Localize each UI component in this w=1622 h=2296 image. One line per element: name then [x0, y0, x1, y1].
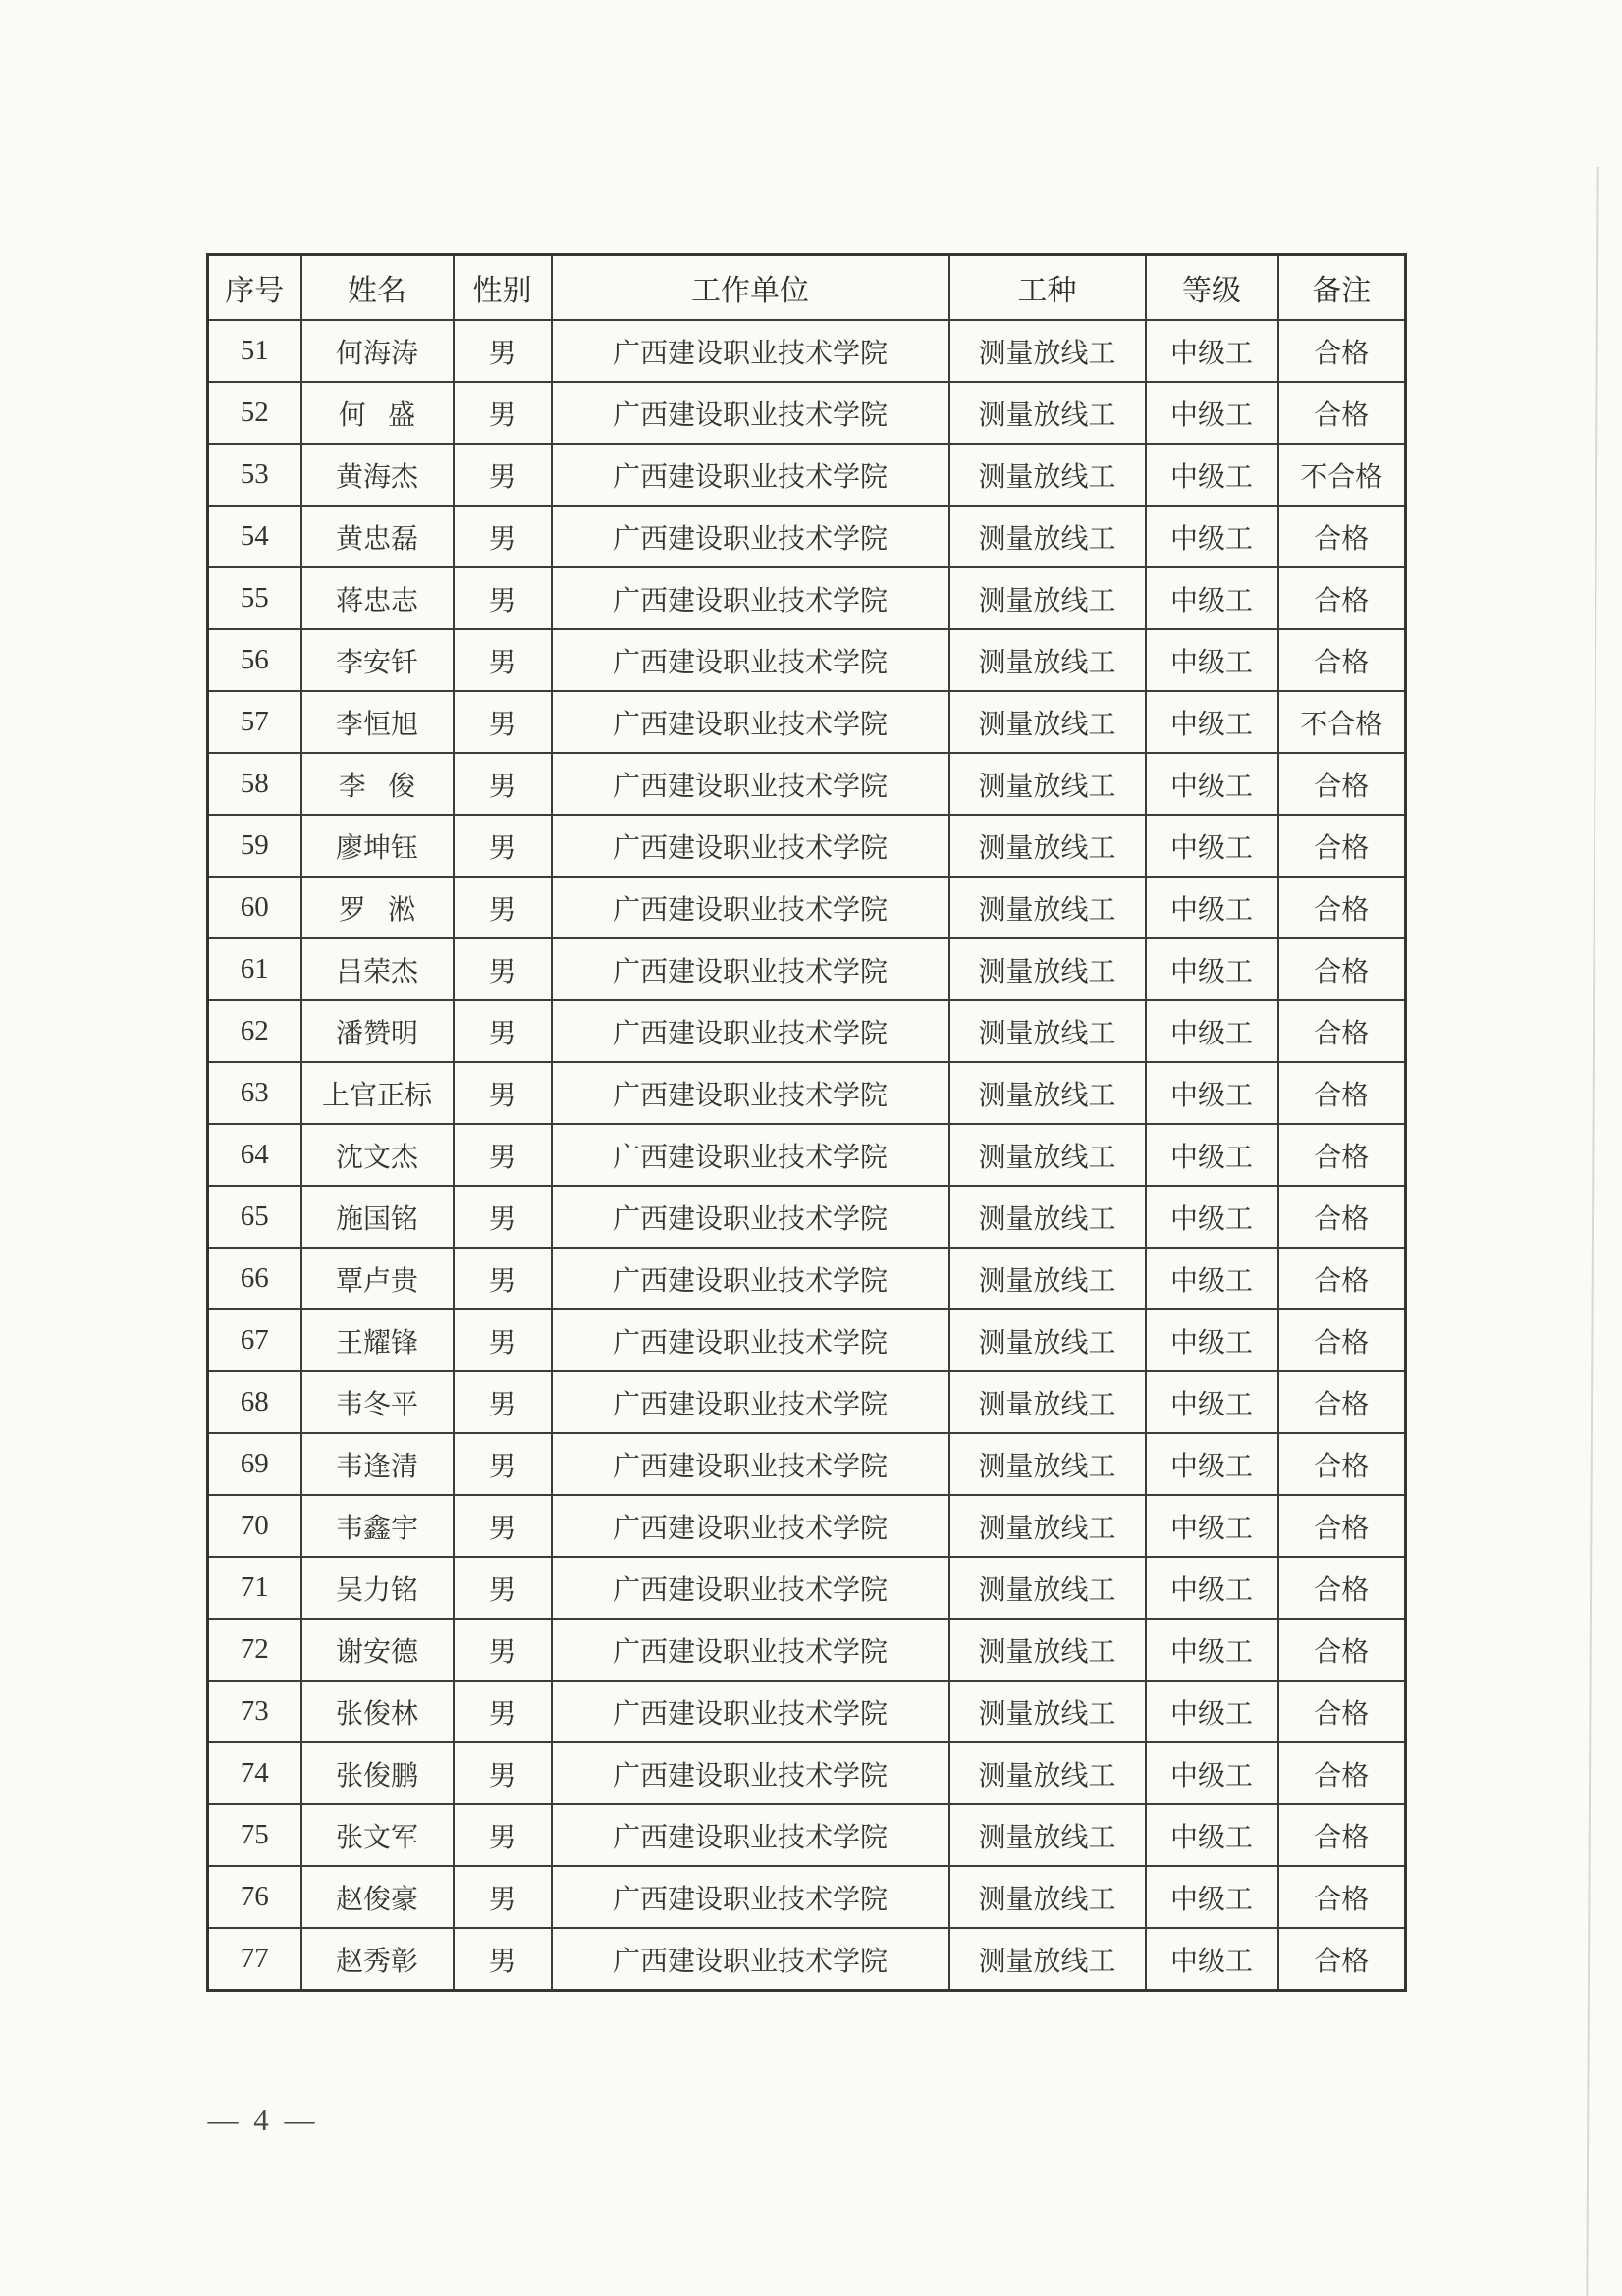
cell-trade: 测量放线工 [949, 1248, 1146, 1309]
cell-index: 59 [208, 815, 301, 877]
cell-gender: 男 [454, 1124, 552, 1186]
cell-name: 上官正标 [301, 1062, 454, 1124]
cell-work-unit: 广西建设职业技术学院 [552, 1866, 949, 1928]
roster-table [206, 253, 1407, 1992]
cell-remark: 合格 [1278, 1742, 1406, 1804]
cell-work-unit: 广西建设职业技术学院 [552, 1433, 949, 1495]
cell-trade: 测量放线工 [949, 1433, 1146, 1495]
cell-remark: 不合格 [1278, 691, 1406, 753]
table-row [208, 1804, 1406, 1866]
cell-remark: 合格 [1278, 753, 1406, 815]
cell-remark: 合格 [1278, 938, 1406, 1000]
cell-level: 中级工 [1146, 815, 1278, 877]
cell-name: 张俊林 [301, 1681, 454, 1742]
cell-work-unit: 广西建设职业技术学院 [552, 1186, 949, 1248]
cell-name: 韦鑫宇 [301, 1495, 454, 1557]
cell-gender: 男 [454, 382, 552, 444]
cell-trade: 测量放线工 [949, 753, 1146, 815]
cell-index: 65 [208, 1186, 301, 1248]
cell-level: 中级工 [1146, 1619, 1278, 1681]
cell-name: 何盛 [301, 382, 454, 444]
scan-edge-artifact [1586, 167, 1598, 2296]
cell-remark: 合格 [1278, 1557, 1406, 1619]
cell-trade: 测量放线工 [949, 938, 1146, 1000]
table-row [208, 320, 1406, 382]
cell-work-unit: 广西建设职业技术学院 [552, 1062, 949, 1124]
cell-trade: 测量放线工 [949, 320, 1146, 382]
cell-remark: 合格 [1278, 1433, 1406, 1495]
cell-level: 中级工 [1146, 1371, 1278, 1433]
table-row [208, 1433, 1406, 1495]
cell-gender: 男 [454, 567, 552, 629]
cell-trade: 测量放线工 [949, 629, 1146, 691]
cell-name: 李安钎 [301, 629, 454, 691]
cell-remark: 合格 [1278, 1681, 1406, 1742]
cell-gender: 男 [454, 1186, 552, 1248]
cell-index: 64 [208, 1124, 301, 1186]
cell-index: 63 [208, 1062, 301, 1124]
cell-remark: 合格 [1278, 506, 1406, 567]
cell-level: 中级工 [1146, 1495, 1278, 1557]
cell-remark: 不合格 [1278, 444, 1406, 506]
cell-trade: 测量放线工 [949, 1928, 1146, 1991]
cell-index: 75 [208, 1804, 301, 1866]
cell-level: 中级工 [1146, 506, 1278, 567]
cell-remark: 合格 [1278, 1000, 1406, 1062]
cell-name: 韦逢清 [301, 1433, 454, 1495]
cell-remark: 合格 [1278, 1495, 1406, 1557]
cell-name: 谢安德 [301, 1619, 454, 1681]
cell-gender: 男 [454, 320, 552, 382]
cell-name: 黄忠磊 [301, 506, 454, 567]
cell-work-unit: 广西建设职业技术学院 [552, 567, 949, 629]
cell-remark: 合格 [1278, 1866, 1406, 1928]
cell-trade: 测量放线工 [949, 877, 1146, 938]
cell-name: 王耀锋 [301, 1309, 454, 1371]
cell-gender: 男 [454, 1371, 552, 1433]
cell-name: 蒋忠志 [301, 567, 454, 629]
page-number: — 4 — [207, 2103, 319, 2137]
cell-gender: 男 [454, 815, 552, 877]
table-row [208, 1866, 1406, 1928]
cell-name: 张文军 [301, 1804, 454, 1866]
cell-index: 69 [208, 1433, 301, 1495]
cell-remark: 合格 [1278, 1928, 1406, 1991]
cell-index: 73 [208, 1681, 301, 1742]
cell-work-unit: 广西建设职业技术学院 [552, 691, 949, 753]
cell-level: 中级工 [1146, 567, 1278, 629]
cell-name: 罗淞 [301, 877, 454, 938]
cell-index: 53 [208, 444, 301, 506]
cell-level: 中级工 [1146, 753, 1278, 815]
cell-index: 60 [208, 877, 301, 938]
cell-remark: 合格 [1278, 1371, 1406, 1433]
table-row [208, 1124, 1406, 1186]
col-header-name: 姓名 [301, 255, 454, 321]
cell-gender: 男 [454, 1742, 552, 1804]
cell-remark: 合格 [1278, 877, 1406, 938]
cell-level: 中级工 [1146, 938, 1278, 1000]
cell-work-unit: 广西建设职业技术学院 [552, 1804, 949, 1866]
cell-work-unit: 广西建设职业技术学院 [552, 444, 949, 506]
cell-level: 中级工 [1146, 1557, 1278, 1619]
col-header-level: 等级 [1146, 255, 1278, 321]
cell-gender: 男 [454, 1248, 552, 1309]
cell-name: 潘赞明 [301, 1000, 454, 1062]
cell-remark: 合格 [1278, 1186, 1406, 1248]
cell-level: 中级工 [1146, 629, 1278, 691]
cell-work-unit: 广西建设职业技术学院 [552, 1309, 949, 1371]
cell-level: 中级工 [1146, 1866, 1278, 1928]
cell-work-unit: 广西建设职业技术学院 [552, 815, 949, 877]
cell-work-unit: 广西建设职业技术学院 [552, 1928, 949, 1991]
cell-trade: 测量放线工 [949, 444, 1146, 506]
cell-gender: 男 [454, 629, 552, 691]
cell-level: 中级工 [1146, 1928, 1278, 1991]
table-row [208, 506, 1406, 567]
cell-trade: 测量放线工 [949, 1062, 1146, 1124]
cell-name: 吕荣杰 [301, 938, 454, 1000]
cell-name: 廖坤钰 [301, 815, 454, 877]
cell-work-unit: 广西建设职业技术学院 [552, 1371, 949, 1433]
cell-work-unit: 广西建设职业技术学院 [552, 1248, 949, 1309]
cell-gender: 男 [454, 1804, 552, 1866]
cell-name: 李俊 [301, 753, 454, 815]
cell-trade: 测量放线工 [949, 1309, 1146, 1371]
cell-gender: 男 [454, 1309, 552, 1371]
cell-remark: 合格 [1278, 1804, 1406, 1866]
cell-trade: 测量放线工 [949, 1557, 1146, 1619]
table-row [208, 1742, 1406, 1804]
cell-name: 张俊鹏 [301, 1742, 454, 1804]
cell-gender: 男 [454, 1928, 552, 1991]
table-row [208, 567, 1406, 629]
cell-work-unit: 广西建设职业技术学院 [552, 320, 949, 382]
cell-level: 中级工 [1146, 382, 1278, 444]
cell-level: 中级工 [1146, 877, 1278, 938]
cell-index: 76 [208, 1866, 301, 1928]
col-header-index: 序号 [208, 255, 301, 321]
cell-gender: 男 [454, 1866, 552, 1928]
cell-work-unit: 广西建设职业技术学院 [552, 1742, 949, 1804]
col-header-gender: 性别 [454, 255, 552, 321]
cell-trade: 测量放线工 [949, 1495, 1146, 1557]
table-row [208, 1619, 1406, 1681]
cell-remark: 合格 [1278, 629, 1406, 691]
cell-remark: 合格 [1278, 815, 1406, 877]
cell-level: 中级工 [1146, 1681, 1278, 1742]
cell-level: 中级工 [1146, 1248, 1278, 1309]
cell-gender: 男 [454, 1619, 552, 1681]
cell-index: 77 [208, 1928, 301, 1991]
cell-name: 黄海杰 [301, 444, 454, 506]
table-row [208, 1681, 1406, 1742]
cell-trade: 测量放线工 [949, 1124, 1146, 1186]
cell-remark: 合格 [1278, 1309, 1406, 1371]
cell-level: 中级工 [1146, 691, 1278, 753]
cell-gender: 男 [454, 691, 552, 753]
cell-index: 70 [208, 1495, 301, 1557]
table-row [208, 938, 1406, 1000]
cell-index: 51 [208, 320, 301, 382]
table-row [208, 753, 1406, 815]
cell-gender: 男 [454, 1433, 552, 1495]
cell-level: 中级工 [1146, 1124, 1278, 1186]
cell-index: 57 [208, 691, 301, 753]
cell-level: 中级工 [1146, 1804, 1278, 1866]
cell-trade: 测量放线工 [949, 1866, 1146, 1928]
cell-work-unit: 广西建设职业技术学院 [552, 1681, 949, 1742]
cell-gender: 男 [454, 877, 552, 938]
table-row [208, 1557, 1406, 1619]
cell-trade: 测量放线工 [949, 1371, 1146, 1433]
cell-index: 68 [208, 1371, 301, 1433]
cell-gender: 男 [454, 1495, 552, 1557]
cell-name: 李恒旭 [301, 691, 454, 753]
cell-index: 72 [208, 1619, 301, 1681]
cell-gender: 男 [454, 938, 552, 1000]
table-row [208, 691, 1406, 753]
cell-work-unit: 广西建设职业技术学院 [552, 506, 949, 567]
table-row [208, 382, 1406, 444]
cell-level: 中级工 [1146, 1309, 1278, 1371]
cell-remark: 合格 [1278, 1619, 1406, 1681]
cell-index: 54 [208, 506, 301, 567]
cell-work-unit: 广西建设职业技术学院 [552, 1557, 949, 1619]
cell-name: 沈文杰 [301, 1124, 454, 1186]
cell-index: 52 [208, 382, 301, 444]
cell-level: 中级工 [1146, 1433, 1278, 1495]
cell-name: 赵俊豪 [301, 1866, 454, 1928]
cell-remark: 合格 [1278, 320, 1406, 382]
cell-gender: 男 [454, 753, 552, 815]
cell-level: 中级工 [1146, 320, 1278, 382]
cell-index: 58 [208, 753, 301, 815]
cell-remark: 合格 [1278, 1062, 1406, 1124]
cell-index: 67 [208, 1309, 301, 1371]
table-row [208, 444, 1406, 506]
table-row [208, 1371, 1406, 1433]
cell-level: 中级工 [1146, 1000, 1278, 1062]
table-row [208, 1186, 1406, 1248]
cell-level: 中级工 [1146, 1062, 1278, 1124]
col-header-work-unit: 工作单位 [552, 255, 949, 321]
cell-remark: 合格 [1278, 1124, 1406, 1186]
table-row [208, 1928, 1406, 1991]
header-row [208, 255, 1406, 321]
table-row [208, 1062, 1406, 1124]
cell-name: 覃卢贵 [301, 1248, 454, 1309]
cell-work-unit: 广西建设职业技术学院 [552, 1124, 949, 1186]
cell-gender: 男 [454, 1062, 552, 1124]
cell-work-unit: 广西建设职业技术学院 [552, 629, 949, 691]
table-row [208, 1000, 1406, 1062]
cell-remark: 合格 [1278, 567, 1406, 629]
cell-name: 吴力铭 [301, 1557, 454, 1619]
cell-level: 中级工 [1146, 1742, 1278, 1804]
cell-work-unit: 广西建设职业技术学院 [552, 1000, 949, 1062]
cell-trade: 测量放线工 [949, 1619, 1146, 1681]
cell-index: 66 [208, 1248, 301, 1309]
cell-name: 韦冬平 [301, 1371, 454, 1433]
cell-trade: 测量放线工 [949, 1000, 1146, 1062]
cell-gender: 男 [454, 1000, 552, 1062]
cell-trade: 测量放线工 [949, 506, 1146, 567]
cell-gender: 男 [454, 1681, 552, 1742]
cell-index: 55 [208, 567, 301, 629]
cell-trade: 测量放线工 [949, 567, 1146, 629]
cell-remark: 合格 [1278, 1248, 1406, 1309]
cell-trade: 测量放线工 [949, 691, 1146, 753]
cell-trade: 测量放线工 [949, 1742, 1146, 1804]
cell-work-unit: 广西建设职业技术学院 [552, 382, 949, 444]
cell-index: 62 [208, 1000, 301, 1062]
cell-gender: 男 [454, 506, 552, 567]
col-header-trade: 工种 [949, 255, 1146, 321]
col-header-remark: 备注 [1278, 255, 1406, 321]
cell-trade: 测量放线工 [949, 1681, 1146, 1742]
table-row [208, 815, 1406, 877]
cell-index: 71 [208, 1557, 301, 1619]
cell-gender: 男 [454, 1557, 552, 1619]
table-row [208, 877, 1406, 938]
cell-remark: 合格 [1278, 382, 1406, 444]
cell-trade: 测量放线工 [949, 382, 1146, 444]
cell-trade: 测量放线工 [949, 815, 1146, 877]
table-row [208, 1309, 1406, 1371]
cell-level: 中级工 [1146, 1186, 1278, 1248]
cell-name: 施国铭 [301, 1186, 454, 1248]
cell-work-unit: 广西建设职业技术学院 [552, 753, 949, 815]
table-row [208, 1248, 1406, 1309]
cell-level: 中级工 [1146, 444, 1278, 506]
cell-name: 赵秀彰 [301, 1928, 454, 1991]
cell-gender: 男 [454, 444, 552, 506]
cell-name: 何海涛 [301, 320, 454, 382]
cell-trade: 测量放线工 [949, 1186, 1146, 1248]
cell-index: 61 [208, 938, 301, 1000]
cell-trade: 测量放线工 [949, 1804, 1146, 1866]
cell-work-unit: 广西建设职业技术学院 [552, 1619, 949, 1681]
cell-work-unit: 广西建设职业技术学院 [552, 1495, 949, 1557]
cell-work-unit: 广西建设职业技术学院 [552, 877, 949, 938]
cell-work-unit: 广西建设职业技术学院 [552, 938, 949, 1000]
cell-index: 74 [208, 1742, 301, 1804]
cell-index: 56 [208, 629, 301, 691]
table-row [208, 629, 1406, 691]
table-row [208, 1495, 1406, 1557]
